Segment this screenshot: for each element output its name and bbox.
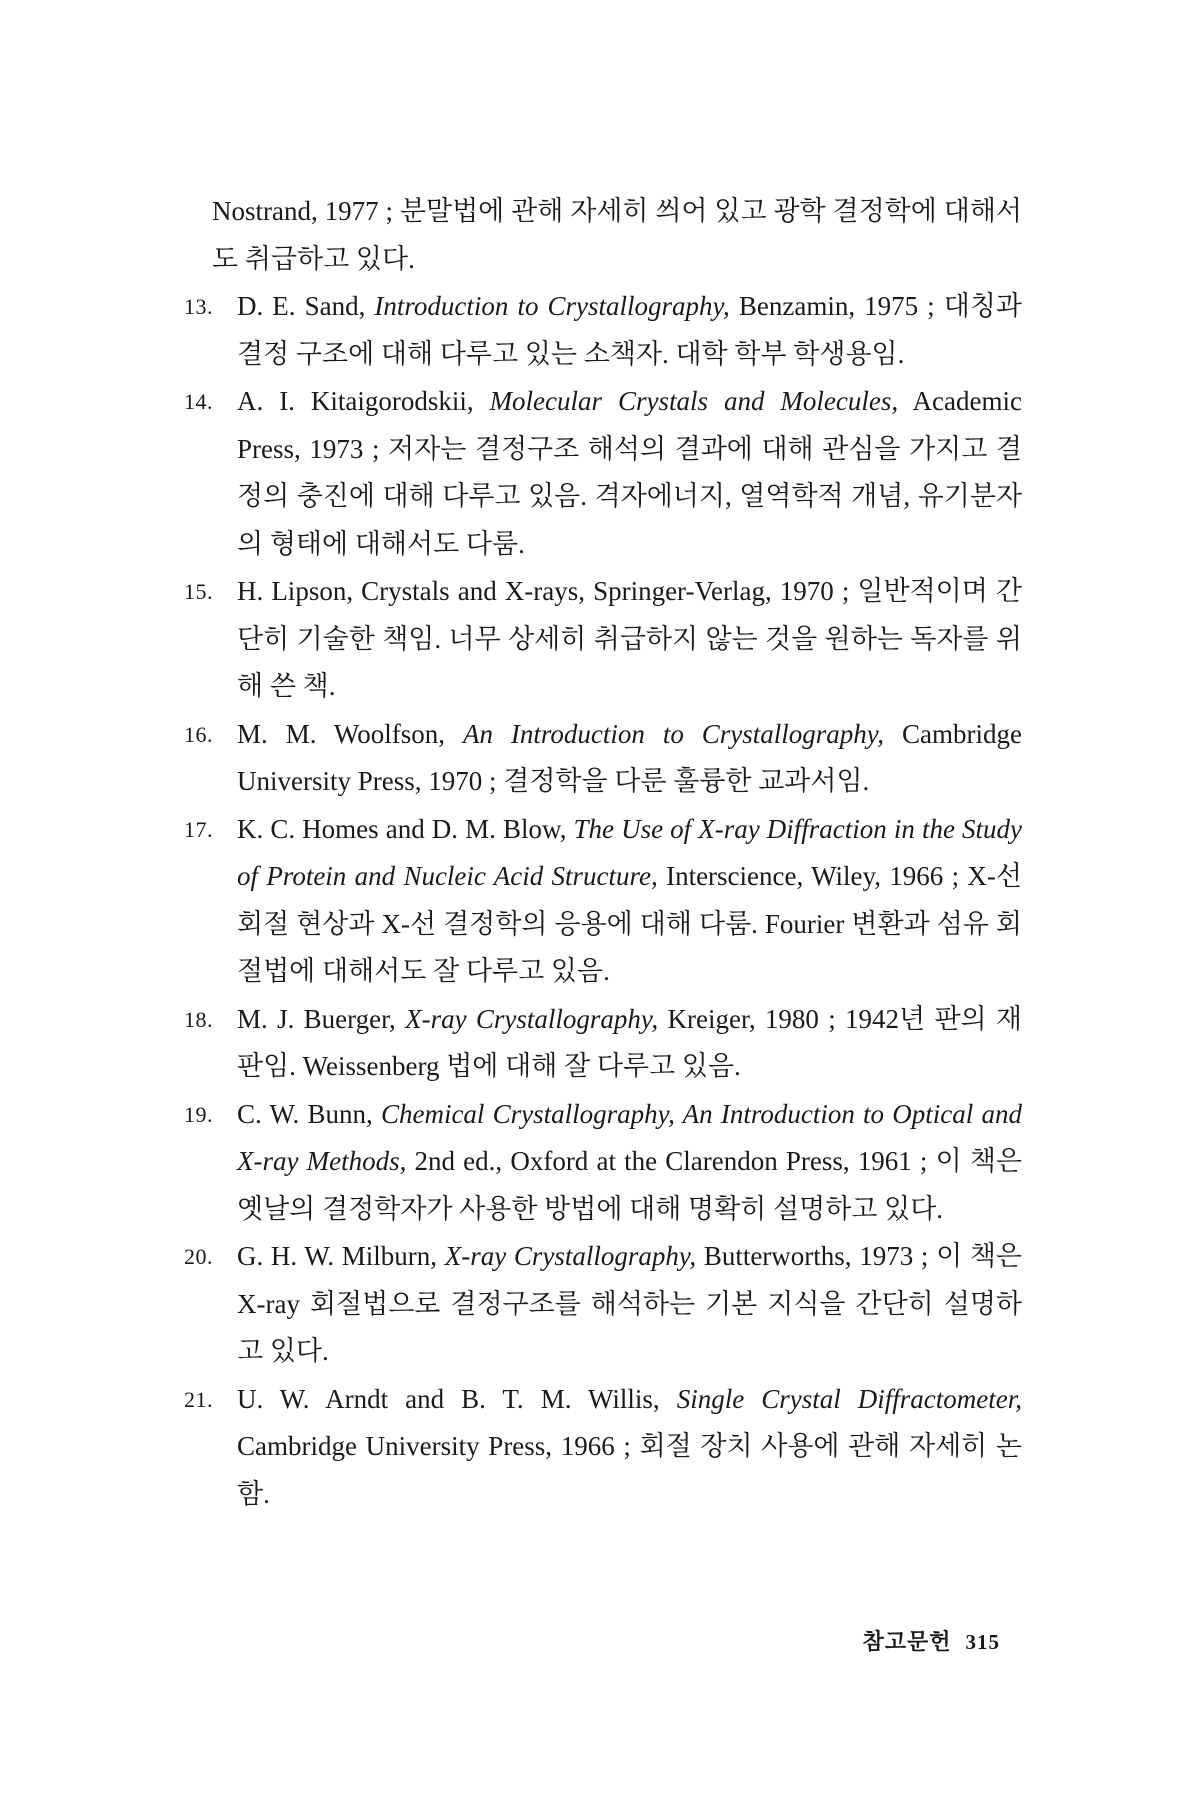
reference-text-part: M. M. Woolfson, [237,718,463,749]
reference-number: 16. [184,721,213,747]
reference-list [184,188,1023,1518]
reference-text [212,806,1022,996]
page-footer [862,1625,1000,1656]
reference-number: 20. [184,1244,213,1269]
reference-text-part: Butterworths, 1973 ; 이 책은 X-ray 회절법으로 결정구조를 해석하는 기본 지식을 간단히 설명하고 있다. [237,1241,1022,1366]
reference-number: 14. [184,389,213,414]
reference-text [212,711,1022,806]
reference-number: 19. [184,1101,213,1127]
reference-title-italic: Single Crystal Diffractometer, [676,1383,1022,1414]
reference-text [212,996,1022,1091]
reference-text-part: D. E. Sand, [237,291,375,321]
reference-text [212,1376,1022,1519]
reference-text [212,1233,1022,1376]
reference-title-italic: An Introduction to Crystallography, [462,718,885,749]
reference-entry [184,806,1022,996]
reference-text-part: U. W. Arndt and B. T. M. Willis, [237,1383,677,1414]
reference-entry [212,188,1022,283]
reference-entry [184,711,1022,806]
reference-title-italic: Molecular Crystals and Molecules, [489,386,899,416]
reference-entry [184,283,1022,378]
reference-title-italic: Chemical Crystallography, An Introduction to Optical and X-ray Methods, [237,1098,1022,1176]
reference-title-italic: X-ray Crystallography, [405,1003,659,1034]
reference-text-part: M. J. Buerger, [237,1003,406,1034]
reference-entry [184,1376,1022,1519]
reference-title-italic: The Use of X-ray Diffraction in the Study of Protein and Nucleic Acid Structure, [237,813,1022,891]
reference-number: 13. [184,294,213,319]
reference-entry [184,1091,1022,1234]
reference-title-italic: Introduction to Crystallography, [374,291,730,321]
reference-entry [184,1233,1022,1376]
reference-number: 15. [184,579,213,604]
reference-entry [184,568,1022,711]
reference-text-part: A. I. Kitaigorodskii, [237,386,490,416]
reference-text-part: C. W. Bunn, [237,1098,381,1129]
reference-text-part: Interscience, Wiley, 1966 ; X-선 회절 현상과 X-선 결정학의 응용에 대해 다룸. Fourier 변환과 섬유 회절법에 대해서도 잘 다루고 있음. [237,861,1022,986]
reference-text-part: Cambridge University Press, 1970 ; 결정학을 다룬 훌륭한 교과서임. [237,718,1022,796]
section-title: 참고문헌 [862,1629,952,1654]
page-number: 315 [965,1630,1000,1654]
reference-entry [184,378,1022,568]
reference-number: 18. [184,1006,213,1032]
reference-text [212,378,1022,568]
reference-text-part: 2nd ed., Oxford at the Clarendon Press, 1961 ; 이 책은 옛날의 결정학자가 사용한 방법에 대해 명확히 설명하고 있다. [237,1146,1022,1224]
reference-text [212,1091,1022,1234]
reference-entry [184,996,1023,1091]
reference-number: 21. [184,1386,213,1412]
reference-text-part: K. C. Homes and D. M. Blow, [237,813,574,844]
reference-text [212,283,1022,378]
reference-text-part: Nostrand, 1977 ; 분말법에 관해 자세히 씌어 있고 광학 결정학에 대해서도 취급하고 있다. [212,196,1022,274]
reference-text-part: Academic Press, 1973 ; 저자는 결정구조 해석의 결과에 대해 관심을 가지고 결정의 충진에 대해 다루고 있음. 격자에너지, 열역학적 개념, 유기분자의 형태에 대해서도 다룸. [237,386,1022,559]
reference-text-part: G. H. W. Milburn, [237,1241,445,1271]
reference-text-part: H. Lipson, Crystals and X-rays, Springer-Verlag, 1970 ; 일반적이며 간단히 기술한 책임. 너무 상세히 취급하지 않는 것을 원하는 독자를 위해 쓴 책. [237,576,1022,701]
reference-text-part: Kreiger, 1980 ; 1942년 판의 재판임. Weissenberg 법에 대해 잘 다루고 있음. [237,1003,1023,1081]
reference-number: 17. [184,816,213,842]
reference-text-part: Cambridge University Press, 1966 ; 회절 장치 사용에 관해 자세히 논함. [237,1431,1022,1509]
reference-text [212,188,1022,283]
reference-title-italic: X-ray Crystallography, [444,1241,697,1271]
reference-text [212,568,1022,711]
reference-text-part: Benzamin, 1975 ; 대칭과 결정 구조에 대해 다루고 있는 소책자. 대학 학부 학생용임. [237,291,1022,369]
